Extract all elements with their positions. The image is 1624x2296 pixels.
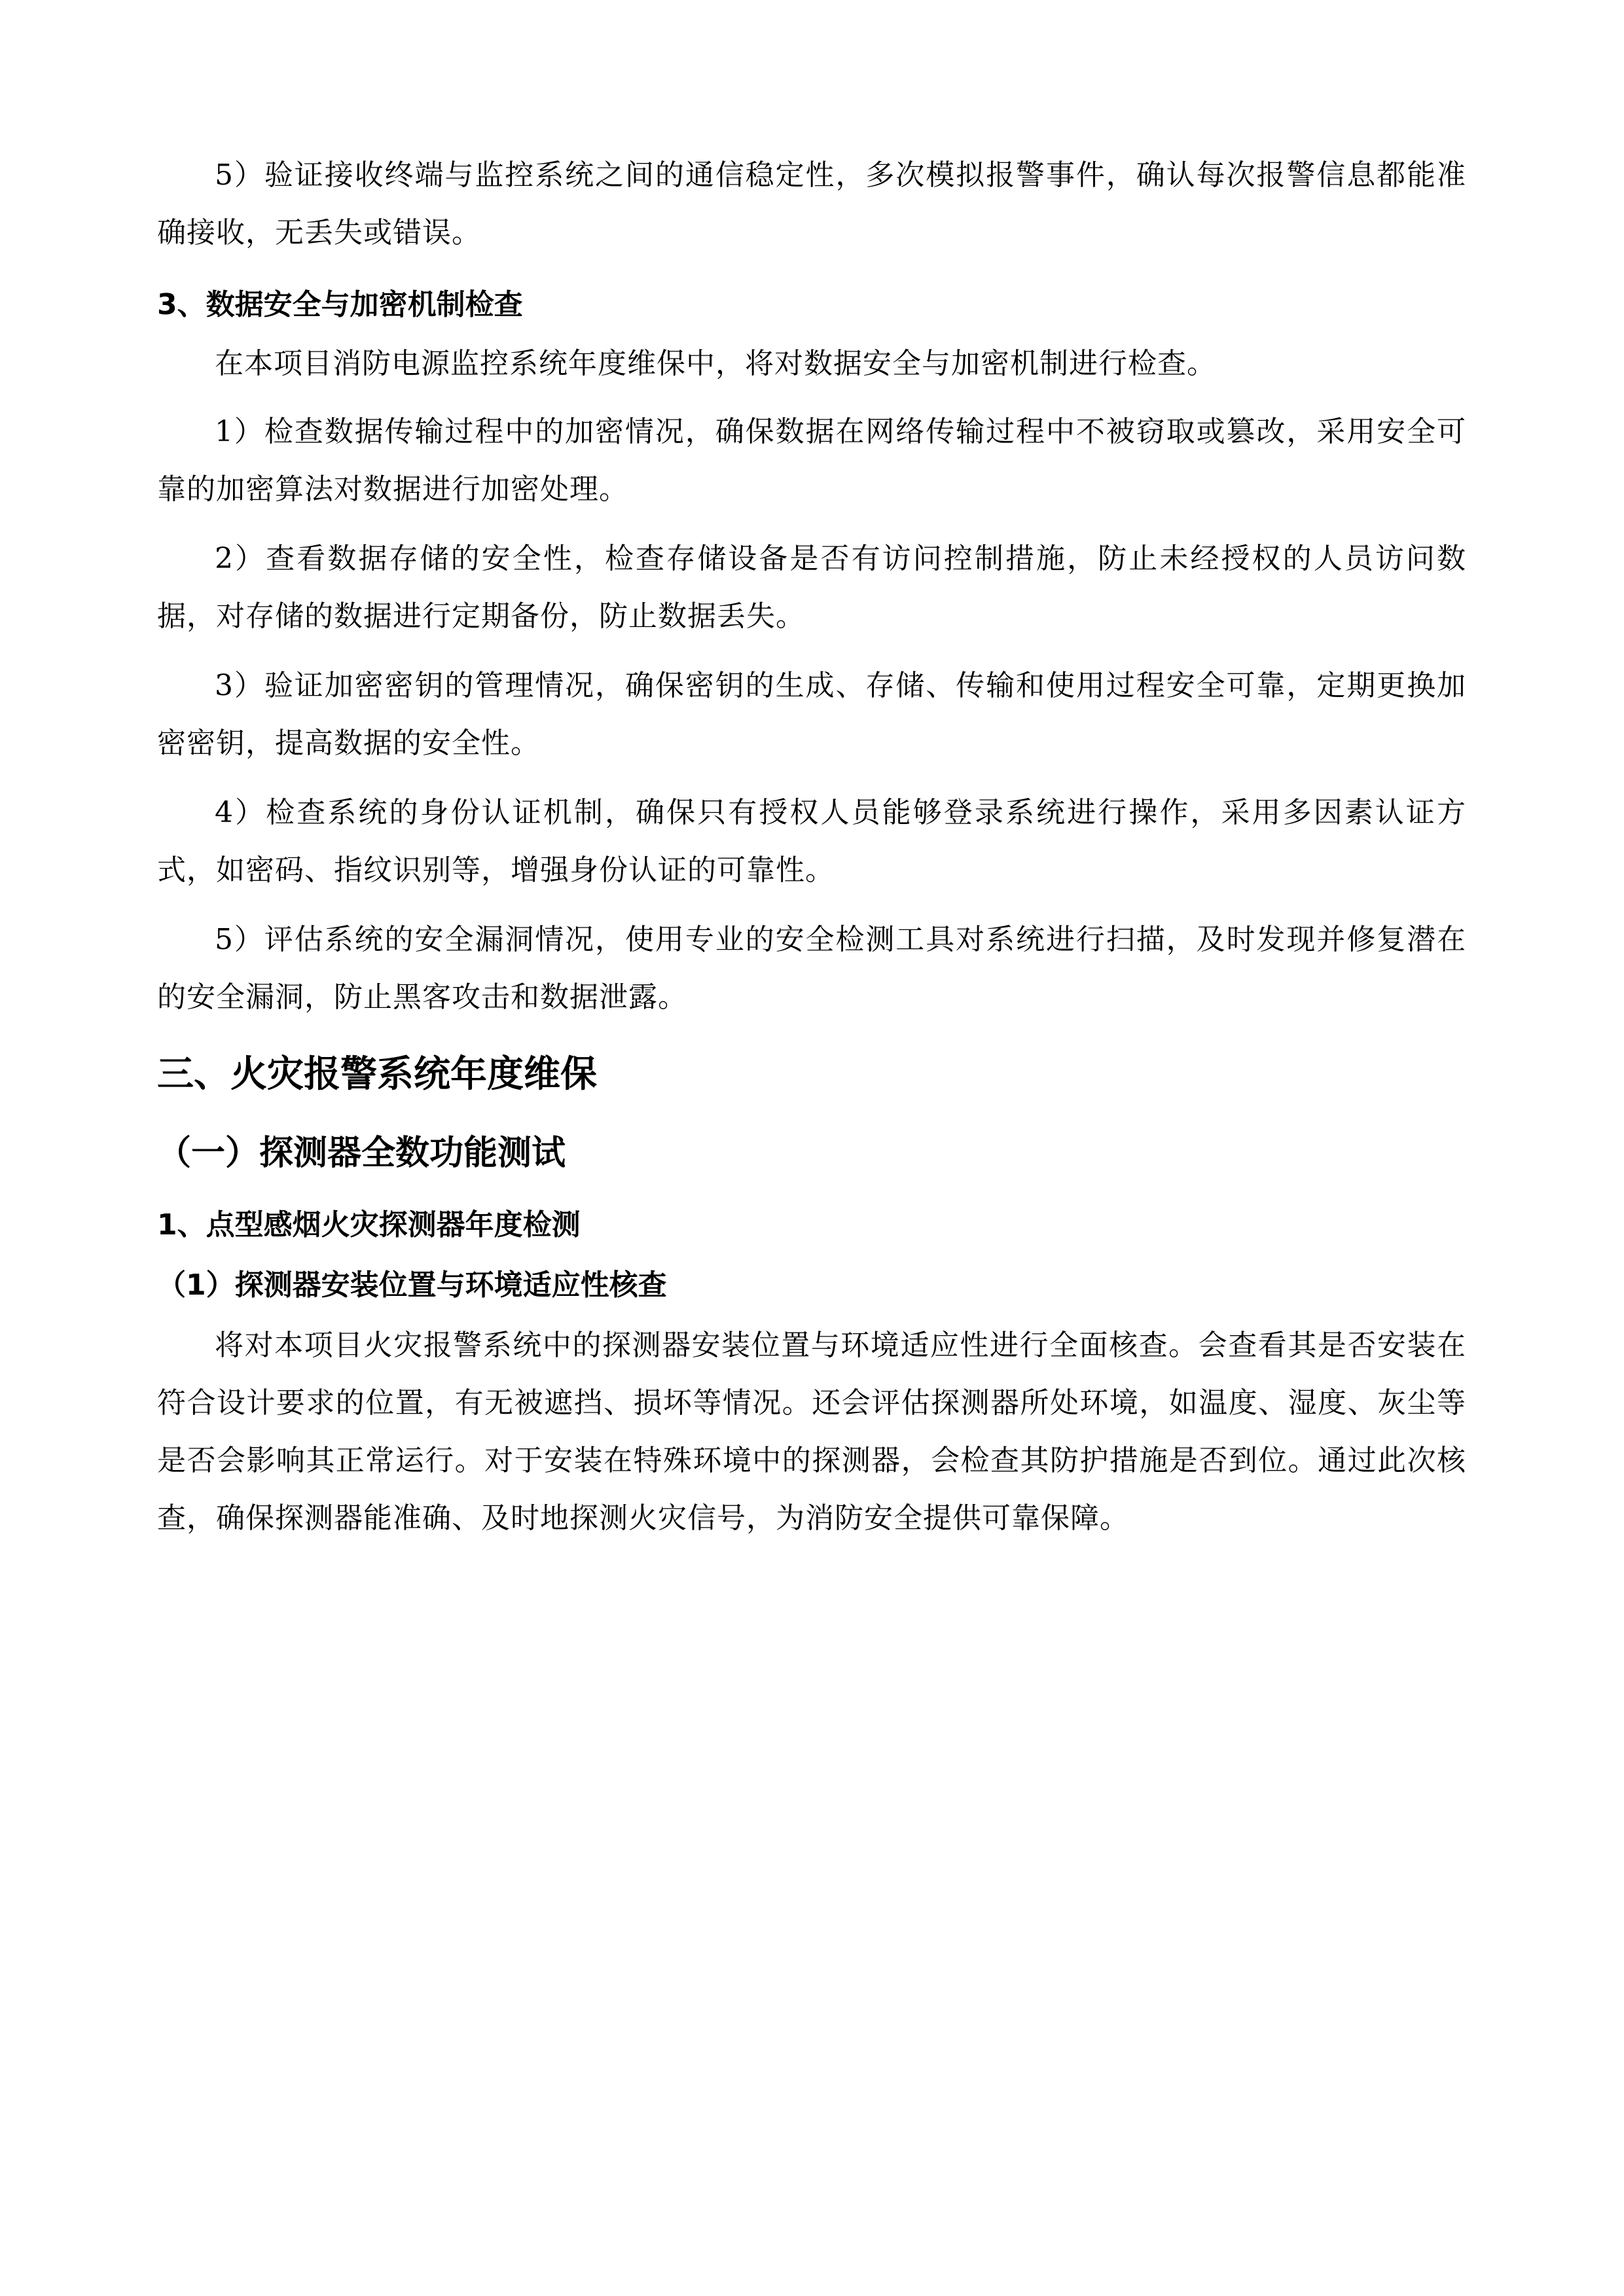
paragraph-intro: 在本项目消防电源监控系统年度维保中，将对数据安全与加密机制进行检查。 (215, 347, 1216, 380)
section-title-fire-alarm: 三、火灾报警系统年度维保 (157, 1053, 597, 1096)
paragraph-detector-check: 将对本项目火灾报警系统中的探测器安装位置与环境适应性进行全面核查。会查看其是否安装在符合设计要求的位置，有无被遮挡、损坏等情况。还会评估探测器所处环境，如温度、湿度、灰尘等是否会影响其正常运行。对于安装在特殊环境中的探测器，会检查其防护措施是否到位。通过此次核查，确保探测器能准确、及时地探测火灾信号，为消防安全提供可靠保障。 (157, 1329, 1466, 1535)
paragraph-item-3: 3）验证加密密钥的管理情况，确保密钥的生成、存储、传输和使用过程安全可靠，定期更换加密密钥，提高数据的安全性。 (157, 669, 1466, 760)
subsection-title-detector-test: （一）探测器全数功能测试 (157, 1134, 566, 1173)
paragraph-item-5: 5）评估系统的安全漏洞情况，使用专业的安全检测工具对系统进行扫描，及时发现并修复潜在的安全漏洞，防止黑客攻击和数据泄露。 (157, 923, 1466, 1014)
paragraph-item-4: 4）检查系统的身份认证机制，确保只有授权人员能够登录系统进行操作，采用多因素认证方式，如密码、指纹识别等，增强身份认证的可靠性。 (157, 796, 1466, 887)
heading-data-security: 3、数据安全与加密机制检查 (157, 288, 523, 321)
heading-smoke-detector: 1、点型感烟火灾探测器年度检测 (157, 1208, 581, 1242)
document-page (157, 0, 1466, 2296)
paragraph-item-1: 1）检查数据传输过程中的加密情况，确保数据在网络传输过程中不被窃取或篡改，采用安全可靠的加密算法对数据进行加密处理。 (157, 415, 1466, 506)
paragraph-item-2: 2）查看数据存储的安全性，检查存储设备是否有访问控制措施，防止未经授权的人员访问数据，对存储的数据进行定期备份，防止数据丢失。 (157, 542, 1466, 633)
heading-installation-check: （1）探测器安装位置与环境适应性核查 (157, 1268, 667, 1302)
paragraph-communication-stability: 5）验证接收终端与监控系统之间的通信稳定性，多次模拟报警事件，确认每次报警信息都能准确接收，无丢失或错误。 (157, 158, 1466, 249)
